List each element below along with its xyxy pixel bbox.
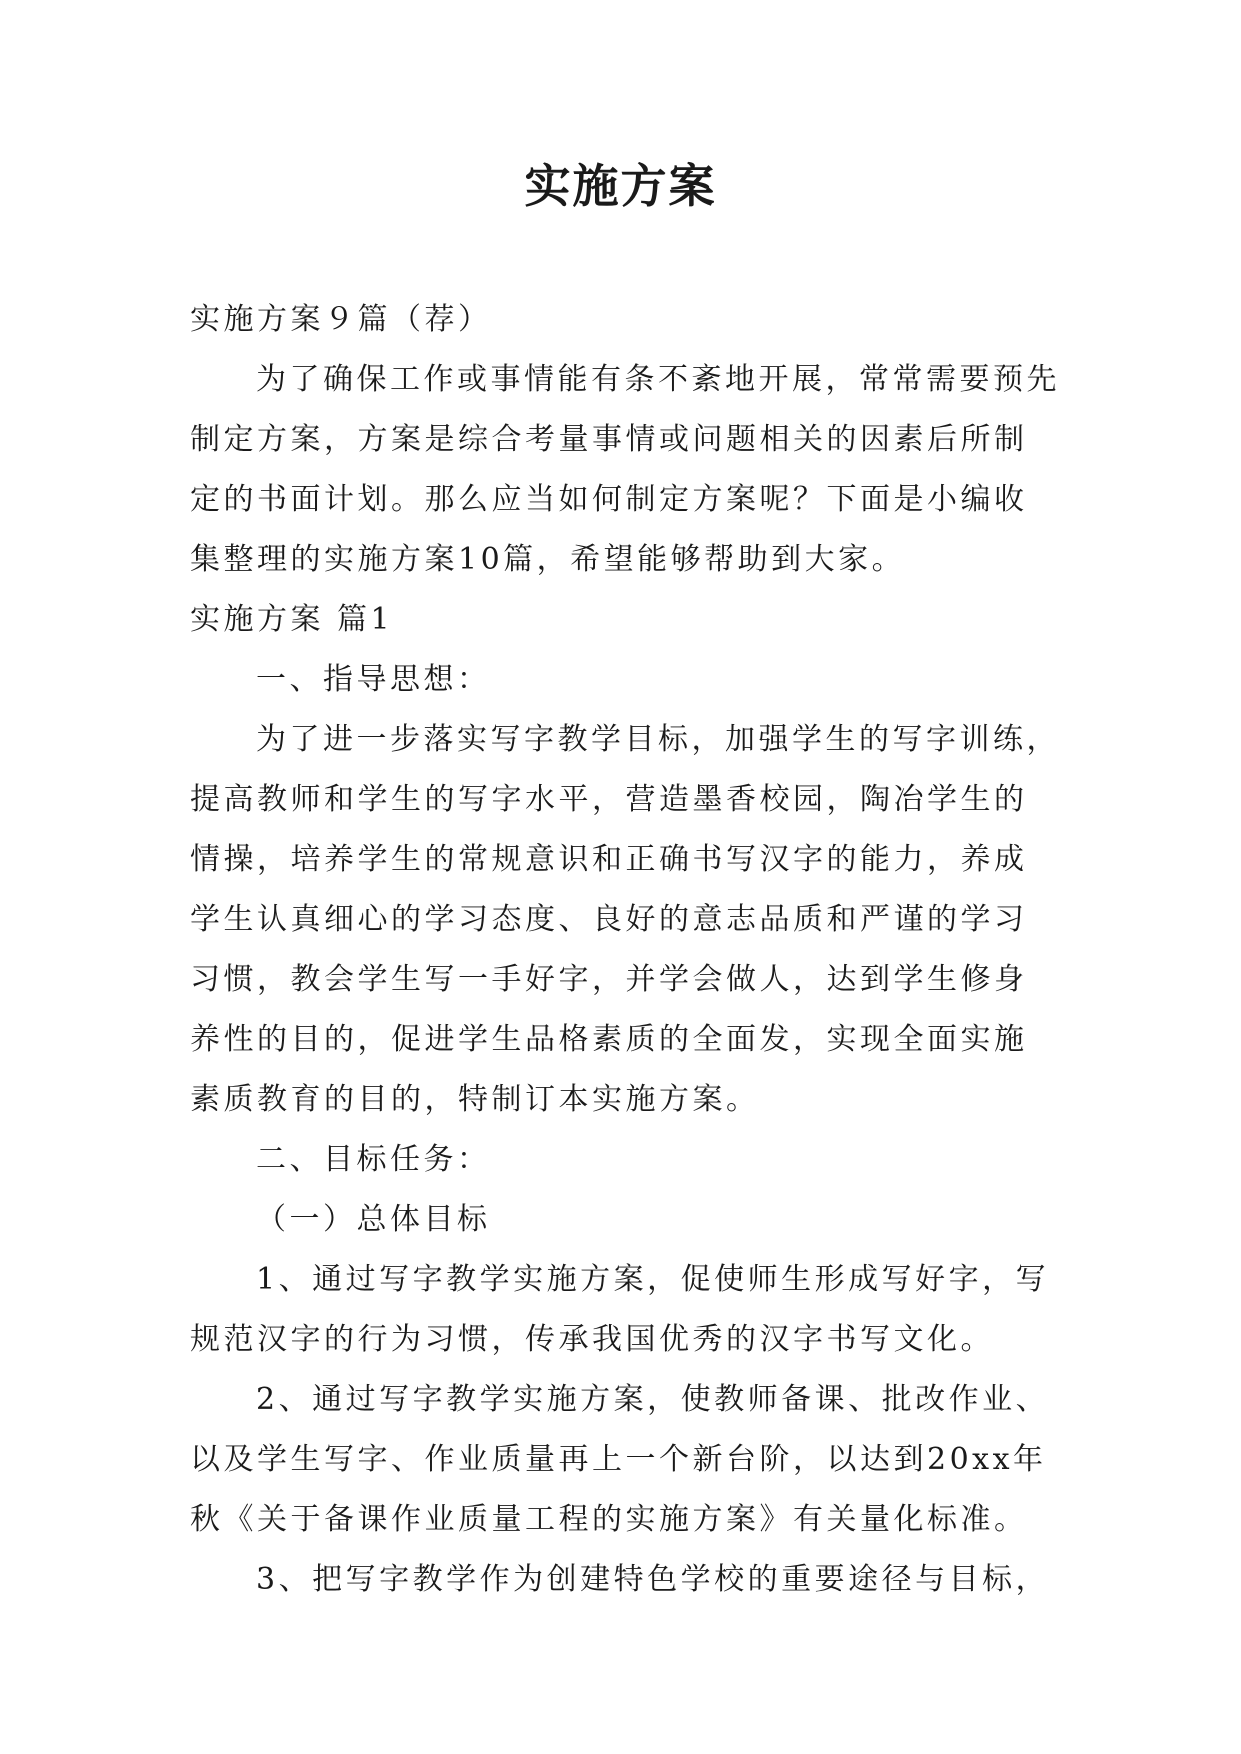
heading-guiding-thought: 一、指导思想： <box>256 662 491 697</box>
intro-paragraph: 为了确保工作或事情能有条不紊地开展，常常需要预先制定方案，方案是综合考量事情或问题相关的因素后所制定的书面计划。那么应当如何制定方案呢？下面是小编收集整理的实施方案10篇，希望能够帮助到大家。 <box>190 362 1060 577</box>
document-body <box>190 290 1060 1610</box>
section-heading: 实施方案 篇1 <box>190 602 394 637</box>
goal-item-2: 2、通过写字教学实施方案，使教师备课、批改作业、以及学生写字、作业质量再上一个新台阶，以达到20xx年秋《关于备课作业质量工程的实施方案》有关量化标准。 <box>190 1382 1050 1537</box>
heading-goals: 二、目标任务： <box>256 1142 491 1177</box>
heading-overall-goal: （一）总体目标 <box>256 1202 491 1237</box>
document-subtitle: 实施方案９篇（荐） <box>190 302 492 337</box>
paragraph-guiding-thought: 为了进一步落实写字教学目标，加强学生的写字训练，提高教师和学生的写字水平，营造墨香校园，陶冶学生的情操，培养学生的常规意识和正确书写汉字的能力，养成学生认真细心的学习态度、良好的意志品质和严谨的学习习惯，教会学生写一手好字，并学会做人，达到学生修身养性的目的，促进学生品格素质的全面发，实现全面实施素质教育的目的，特制订本实施方案。 <box>190 722 1060 1117</box>
document-title: 实施方案 <box>524 159 717 213</box>
goal-item-1: 1、通过写字教学实施方案，促使师生形成写好字，写规范汉字的行为习惯，传承我国优秀的汉字书写文化。 <box>190 1262 1050 1357</box>
goal-item-3: 3、把写字教学作为创建特色学校的重要途径与目标， <box>256 1562 1050 1597</box>
